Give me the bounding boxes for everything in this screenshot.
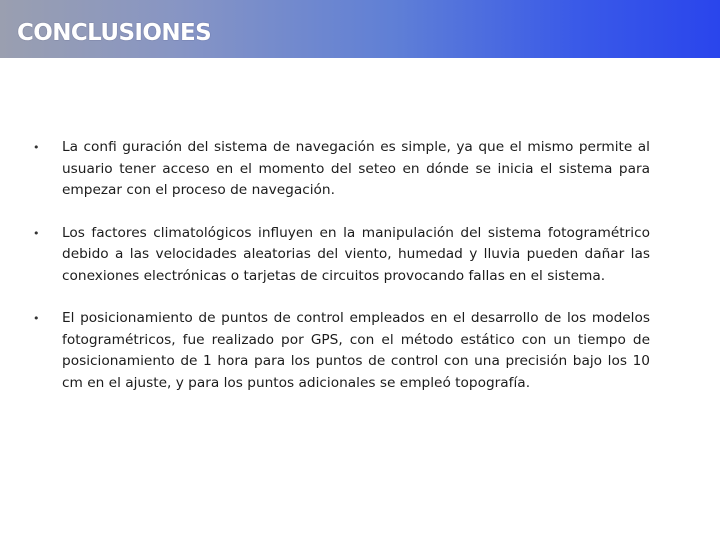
bullet-text: Los factores climatológicos influyen en la manipulación del sistema fotogramétrico debido a las velocidades aleatorias del viento, humedad y lluvia pueden dañar las conexiones electrónicas o tarjetas de circuitos provocando fallas en el sistema. (62, 224, 650, 284)
bullet-item (33, 137, 650, 202)
bullet-item (33, 308, 650, 394)
bullet-icon: • (33, 312, 40, 325)
bullet-icon: • (33, 226, 40, 240)
bullet-text: La confi guración del sistema de navegación es simple, ya que el mismo permite al usuario tener acceso en el momento del seteo en dónde se inicia el sistema para empezar con el proceso de navegación. (62, 139, 650, 198)
bullet-icon: • (33, 141, 40, 154)
title-bar (0, 0, 720, 58)
bullet-item (33, 223, 650, 288)
page-title: CONCLUSIONES (17, 20, 212, 46)
bullet-list (33, 137, 650, 415)
bullet-text: El posicionamiento de puntos de control empleados en el desarrollo de los modelos fotogramétricos, fue realizado por GPS, con el método estático con un tiempo de posicionamiento de 1 hora para los puntos de control con una precisión bajo los 10 cm en el ajuste, y para los puntos adicionales se empleó topografía. (62, 310, 650, 391)
